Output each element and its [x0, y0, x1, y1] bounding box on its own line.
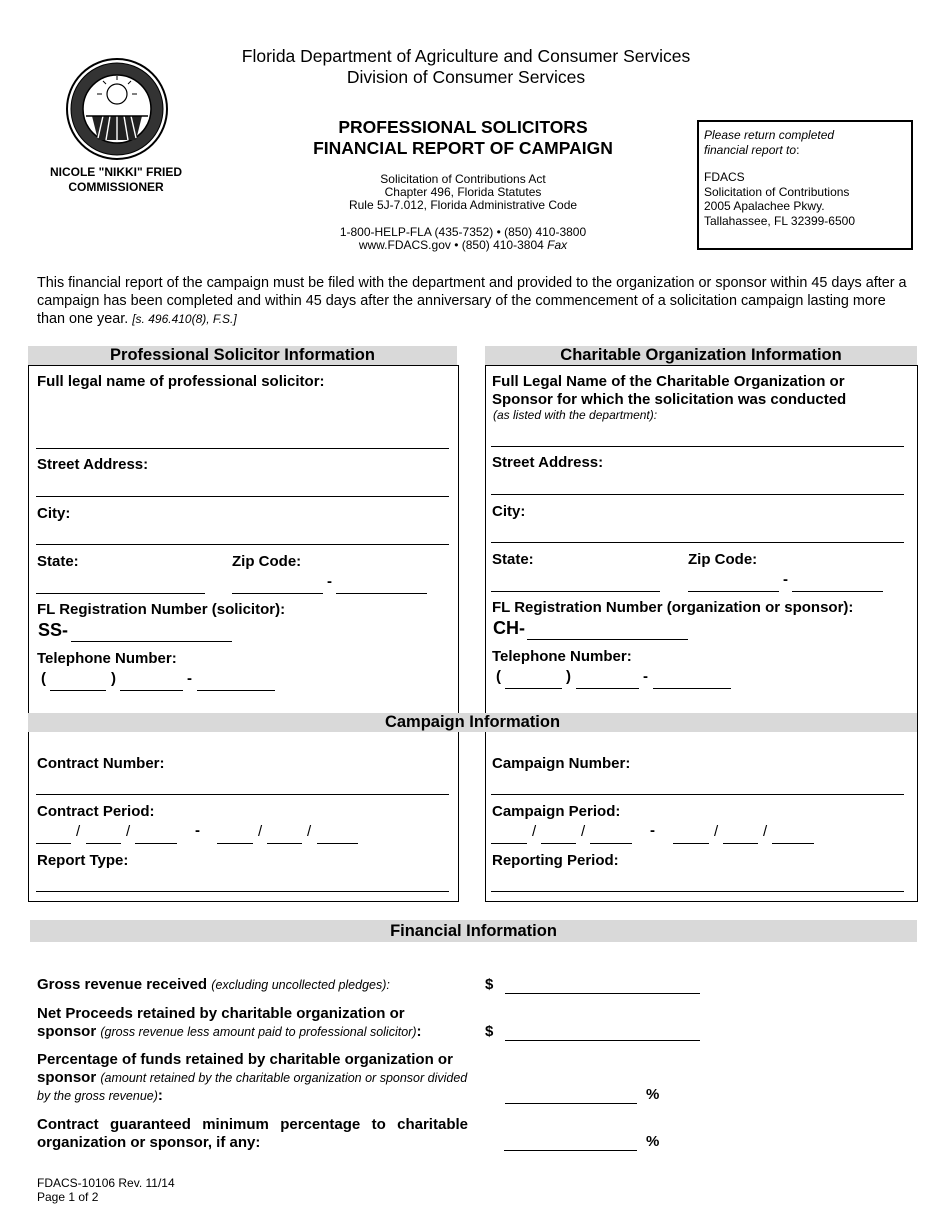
return-line-unit: Solicitation of Contributions [704, 184, 850, 199]
charity-street-label: Street Address: [492, 454, 604, 471]
charity-city-label: City: [492, 503, 526, 520]
return-address-box [697, 120, 913, 250]
solicitor-city-label: City: [37, 505, 71, 522]
contract-end-year[interactable] [317, 827, 358, 844]
solicitor-zip-label: Zip Code: [232, 553, 302, 570]
contract-start-slash1: / [76, 823, 81, 840]
solicitor-state-label: State: [37, 553, 79, 570]
campaign-start-slash2: / [581, 823, 586, 840]
solicitor-name-label: Full legal name of professional solicitor: [37, 373, 325, 390]
contract-start-year[interactable] [135, 827, 177, 844]
contact-phone: 1-800-HELP-FLA (435-7352) • (850) 410-3800 [339, 225, 587, 239]
form-number: FDACS-10106 Rev. 11/14 [37, 1176, 175, 1190]
campaign-end-month[interactable] [673, 827, 709, 844]
statute-rule: Rule 5J-7.012, Florida Administrative Code [348, 198, 578, 212]
commissioner-name: NICOLE "NIKKI" FRIED [49, 165, 183, 179]
campaign-period-label: Campaign Period: [492, 803, 621, 820]
campaign-start-slash1: / [532, 823, 537, 840]
charity-tel-label: Telephone Number: [492, 648, 632, 665]
solicitor-section-heading: Professional Solicitor Information [28, 346, 457, 365]
percentage-label-line2: sponsor [37, 1069, 97, 1086]
solicitor-tel-open-paren: ( [41, 670, 46, 687]
solicitor-tel-line-field[interactable] [197, 674, 275, 691]
return-lead-text: Please return completed financial report to [704, 128, 835, 157]
report-type-field[interactable] [36, 875, 449, 892]
contact-web [263, 239, 663, 252]
charity-tel-prefix-field[interactable] [576, 672, 639, 689]
solicitor-zip-field[interactable] [232, 577, 323, 594]
charity-name-label-line1: Full Legal Name of the Charitable Organization or [492, 373, 845, 390]
contract-end-day[interactable] [267, 827, 302, 844]
percentage-note-line1: (amount retained by the charitable organization or sponsor divided [100, 1071, 468, 1085]
charity-section-heading: Charitable Organization Information [485, 346, 917, 365]
campaign-end-slash2: / [763, 823, 768, 840]
charity-tel-dash: - [643, 668, 648, 685]
charity-tel-close-paren: ) [566, 668, 571, 685]
net-proceeds-colon: : [416, 1023, 422, 1040]
campaign-start-year[interactable] [590, 827, 632, 844]
charity-state-label: State: [492, 551, 534, 568]
solicitor-zip-ext-field[interactable] [336, 577, 427, 594]
percentage-retained-sign: % [646, 1086, 660, 1103]
report-type-label: Report Type: [37, 852, 129, 869]
gross-revenue-note: (excluding uncollected pledges): [211, 978, 390, 992]
net-proceeds-label-line2: sponsor [37, 1023, 97, 1040]
department-name: Florida Department of Agriculture and Consumer Services [241, 46, 691, 66]
state-seal [66, 58, 168, 160]
charity-street-field[interactable] [491, 478, 904, 495]
solicitor-street-field[interactable] [36, 480, 449, 497]
charity-zip-label: Zip Code: [688, 551, 758, 568]
minimum-percentage-label [37, 1116, 468, 1152]
solicitor-tel-dash: - [187, 670, 192, 687]
net-proceeds-label [37, 1005, 422, 1041]
percentage-colon: : [157, 1087, 163, 1104]
solicitor-street-label: Street Address: [37, 456, 149, 473]
charity-name-label-line2: Sponsor for which the solicitation was conducted [492, 391, 847, 408]
solicitor-state-field[interactable] [36, 577, 205, 594]
gross-revenue-field[interactable] [505, 977, 700, 994]
campaign-number-label: Campaign Number: [492, 755, 631, 772]
charity-name-note: (as listed with the department): [493, 408, 658, 422]
minimum-percentage-field[interactable] [504, 1134, 637, 1151]
page-number: Page 1 of 2 [37, 1190, 99, 1204]
division-name: Division of Consumer Services [346, 67, 586, 87]
minimum-percentage-label-line1: Contract guaranteed minimum percentage to charitable [37, 1116, 468, 1133]
percentage-label-line1: Percentage of funds retained by charitable organization or [37, 1051, 453, 1068]
solicitor-zip-dash: - [327, 573, 332, 590]
contract-start-day[interactable] [86, 827, 121, 844]
solicitor-tel-area-field[interactable] [50, 674, 106, 691]
solicitor-city-field[interactable] [36, 528, 449, 545]
charity-name-label [492, 373, 846, 409]
contract-start-slash2: / [126, 823, 131, 840]
fax-label: Fax [547, 238, 568, 252]
campaign-start-day[interactable] [541, 827, 576, 844]
net-proceeds-label-line1: Net Proceeds retained by charitable organization or [37, 1005, 405, 1022]
return-lead [704, 128, 844, 157]
charity-city-field[interactable] [491, 526, 904, 543]
contract-end-slash1: / [258, 823, 263, 840]
return-line-city: Tallahassee, FL 32399-6500 [704, 213, 855, 228]
intro-text: This financial report of the campaign must be filed with the department and provided to the organization or sponsor within 45 days after a campaign has been completed and within 45 days after the anniversary of the commencement of a solicitation campaign lasting more than one year. [37, 275, 907, 327]
charity-tel-area-field[interactable] [505, 672, 562, 689]
return-line-agency: FDACS [704, 170, 745, 184]
form-title-line2: FINANCIAL REPORT OF CAMPAIGN [313, 138, 613, 158]
solicitor-tel-label: Telephone Number: [37, 650, 177, 667]
campaign-end-slash1: / [714, 823, 719, 840]
gross-revenue-label [37, 976, 390, 993]
statute-block [263, 173, 663, 252]
campaign-end-day[interactable] [723, 827, 758, 844]
commissioner-block [28, 165, 204, 195]
charity-zip-dash: - [783, 571, 788, 588]
solicitor-name-field[interactable] [36, 432, 449, 449]
minimum-percentage-sign: % [646, 1133, 660, 1150]
contract-period-label: Contract Period: [37, 803, 155, 820]
contract-number-field[interactable] [36, 778, 449, 795]
percentage-note-line2: by the gross revenue) [37, 1089, 158, 1103]
charity-name-field[interactable] [491, 430, 904, 447]
charity-reg-field[interactable] [527, 623, 688, 640]
contract-period-dash: - [195, 822, 200, 839]
charity-reg-label: FL Registration Number (organization or sponsor): [492, 599, 854, 616]
charity-zip-ext-field[interactable] [792, 575, 883, 592]
solicitor-reg-field[interactable] [71, 625, 232, 642]
solicitor-reg-label: FL Registration Number (solicitor): [37, 601, 286, 618]
statute-act: Solicitation of Contributions Act [380, 172, 546, 186]
campaign-number-field[interactable] [491, 778, 904, 795]
net-dollar-sign: $ [485, 1023, 494, 1040]
net-proceeds-field[interactable] [505, 1024, 700, 1041]
statute-chapter: Chapter 496, Florida Statutes [384, 185, 542, 199]
campaign-section-heading: Campaign Information [28, 713, 917, 732]
intro-citation: [s. 496.410(8), F.S.] [132, 312, 237, 326]
contract-end-month[interactable] [217, 827, 253, 844]
contract-number-label: Contract Number: [37, 755, 165, 772]
commissioner-title: COMMISSIONER [68, 180, 164, 194]
form-title [263, 117, 663, 159]
percentage-label [37, 1051, 467, 1105]
financial-section-heading: Financial Information [30, 920, 917, 942]
charity-state-field[interactable] [491, 575, 660, 592]
percentage-retained-field[interactable] [505, 1087, 637, 1104]
charity-tel-open-paren: ( [496, 668, 501, 685]
return-line-street: 2005 Apalachee Pkwy. [704, 199, 825, 213]
campaign-start-month[interactable] [491, 827, 527, 844]
charity-tel-line-field[interactable] [653, 672, 731, 689]
solicitor-tel-prefix-field[interactable] [120, 674, 183, 691]
return-lead-colon: : [796, 142, 800, 157]
form-title-line1: PROFESSIONAL SOLICITORS [338, 117, 588, 137]
reporting-period-field[interactable] [491, 875, 904, 892]
campaign-end-year[interactable] [772, 827, 814, 844]
campaign-period-dash: - [650, 822, 655, 839]
footer [37, 1176, 175, 1204]
contract-end-slash2: / [307, 823, 312, 840]
gross-revenue-label-text: Gross revenue received [37, 976, 208, 993]
agency-heading [200, 46, 732, 88]
contract-start-month[interactable] [36, 827, 71, 844]
solicitor-reg-prefix: SS- [38, 620, 69, 640]
solicitor-tel-close-paren: ) [111, 670, 116, 687]
intro-paragraph [37, 274, 917, 328]
net-proceeds-note: (gross revenue less amount paid to professional solicitor) [100, 1025, 417, 1039]
charity-reg-prefix: CH- [493, 618, 525, 638]
charity-zip-field[interactable] [688, 575, 779, 592]
gross-dollar-sign: $ [485, 976, 494, 993]
website-text: www.FDACS.gov • (850) 410-3804 [358, 238, 544, 252]
minimum-percentage-label-line2: organization or sponsor, if any: [37, 1134, 261, 1151]
reporting-period-label: Reporting Period: [492, 852, 619, 869]
